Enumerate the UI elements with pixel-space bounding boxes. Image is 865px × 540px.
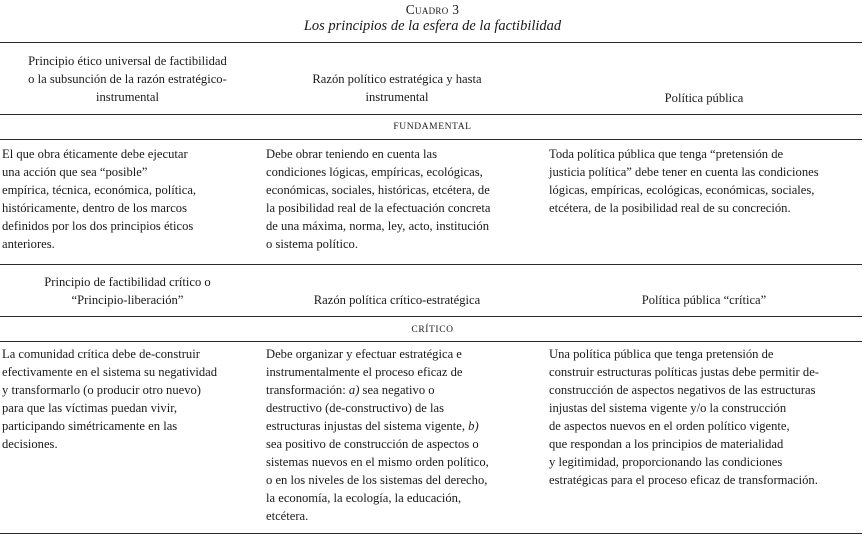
header-rule-critico: [0, 316, 862, 317]
critico-cell-razon: Debe organizar y efectuar estratégica e instrumentalmente el proceso eficaz de transformación: a) sea negativo o destructivo (de-constructivo) de las estructuras injustas del sistema vigente, b) sea positivo de construcción de aspectos o sistemas nuevos en el mismo orden político, o en los niveles de los sistemas del derecho, la economía, la ecología, la educación, etcétera.: [266, 345, 528, 525]
table-title: Los principios de la esfera de la factibilidad: [303, 18, 562, 34]
critico-cell-comunidad: La comunidad crítica debe de-construir efectivamente en el sistema su negatividad y transformarlo (o producir otro nuevo) para que las víctimas puedan vivir, participando simétricamente en las decisiones.: [2, 347, 218, 451]
critico-italic-line-b: estructuras injustas del sistema vigente, b): [266, 419, 479, 433]
header-rule: [0, 114, 862, 115]
section-rule-fundamental: [0, 139, 862, 140]
header-razon-politico-estrategica: Razón político estratégica y hasta instrumental: [312, 72, 482, 104]
header-politica-critica: Política pública “crítica”: [641, 293, 767, 307]
bottom-rule: [0, 533, 862, 534]
critico-cell-politica: Una política pública que tenga pretensión de construir estructuras políticas justas debe permitir de- construcción de aspectos negativos de las estructuras injustas del sistema vigente y/o la construcción de aspectos nuevos en el orden político vigente, que respondan a los principios de materialidad y legitimidad, proporcionando las condiciones estratégicas para el proceso eficaz de transformación.: [549, 347, 819, 487]
header-politica-publica: Política pública: [664, 91, 744, 105]
fundamental-cell-razon: Debe obrar teniendo en cuenta las condiciones lógicas, empíricas, ecológicas, económicas, sociales, históricas, etcétera, de la posibilidad real de la efectuación concreta de una máxima, norma, ley, acto, institución o sistema político.: [266, 147, 491, 251]
row-rule: [0, 264, 862, 265]
section-label-critico: CRÍTICO: [411, 325, 454, 335]
header-principio-etico: Principio ético universal de factibilidad o la subsunción de la razón estratégico- instrumental: [28, 54, 227, 104]
section-label-fundamental: FUNDAMENTAL: [393, 122, 472, 132]
section-rule-critico: [0, 341, 862, 342]
fundamental-cell-politica: Toda política pública que tenga “pretensión de justicia política” debe tener en cuenta las condiciones lógicas, empíricas, ecológicas, económicas, sociales, etcétera, de la posibilidad real de su concreción.: [549, 147, 819, 215]
top-rule: [0, 42, 862, 43]
fundamental-cell-etico: El que obra éticamente debe ejecutar una acción que sea “posible” empírica, técnica, económica, política, históricamente, dentro de los marcos definidos por los dos principios éticos anteriores.: [2, 147, 197, 251]
header-razon-critico-estrategica: Razón política crítico-estratégica: [313, 293, 481, 307]
table-number: Cuadro 3: [405, 2, 460, 17]
header-factibilidad-critico: Principio de factibilidad crítico o “Principio-liberación”: [44, 275, 211, 307]
critico-italic-line-a: transformación: a) sea negativo o: [266, 383, 435, 397]
